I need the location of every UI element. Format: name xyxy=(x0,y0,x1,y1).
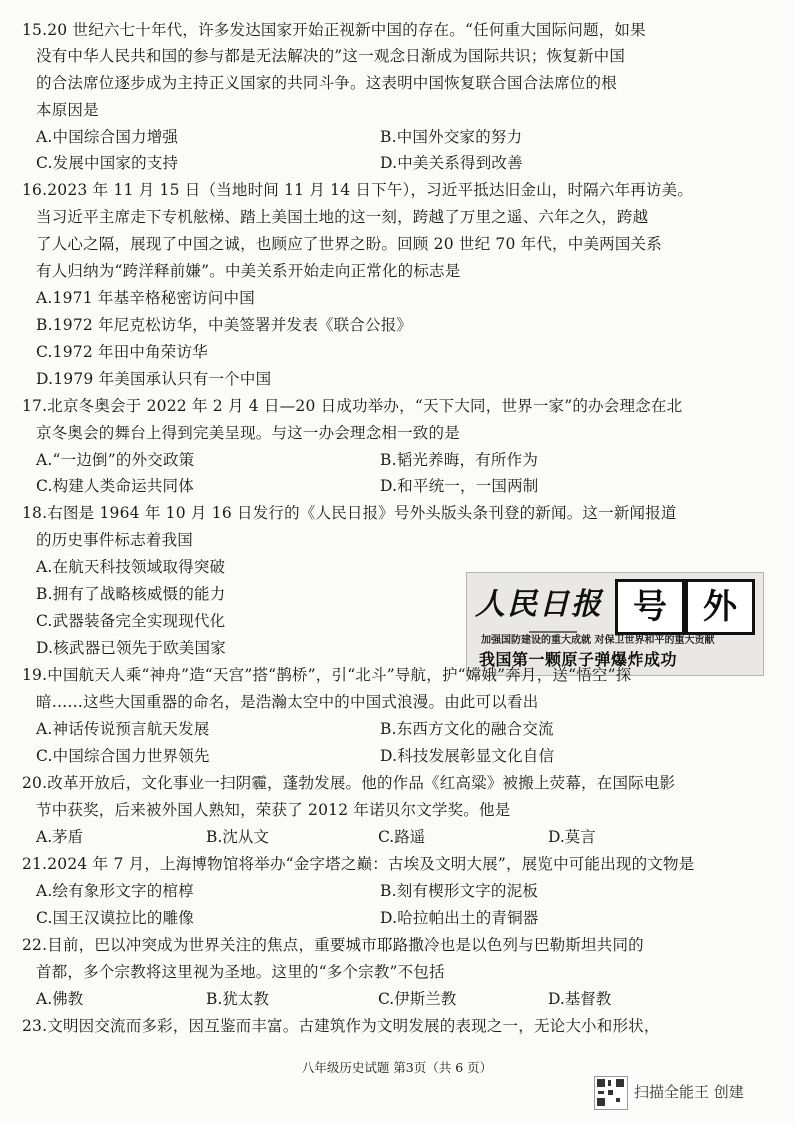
newspaper-date-rule xyxy=(529,631,577,633)
q20-line-2: 节中获奖，后来被外国人熟知，荣获了 2012 年诺贝尔文学奖。他是 xyxy=(36,801,511,819)
q15-option-c: C.发展中国家的支持 xyxy=(36,154,179,172)
q18-line-2: 的历史事件标志着我国 xyxy=(36,531,194,549)
q16-line-1: 16.2023 年 11 月 15 日（当地时间 11 月 14 日下午），习近平抵达旧金山，时隔六年再访美。 xyxy=(22,181,694,199)
q17-line-2: 京冬奥会的舞台上得到完美呈现。与这一办会理念相一致的是 xyxy=(36,424,460,442)
page-footer: 八年级历史试题 第3页（共 6 页） xyxy=(301,1060,493,1075)
q20-line-1: 20.改革开放后，文化事业一扫阴霾，蓬勃发展。他的作品《红高粱》被搬上荧幕，在国际电影 xyxy=(22,774,676,792)
q15-option-d: D.中美关系得到改善 xyxy=(380,154,523,172)
q22-option-d: D.基督教 xyxy=(548,990,612,1008)
q19-option-d: D.科技发展彰显文化自信 xyxy=(380,747,555,765)
q19-line-1: 19.中国航天人乘“神舟”造“天宫”搭“鹊桥”，引“北斗”导航，护“嫦娥”奔月，送“悟空”探 xyxy=(22,666,632,684)
q20-option-b: B.沈从文 xyxy=(206,828,269,846)
newspaper-image xyxy=(466,572,764,676)
q16-line-4: 有人归纳为“跨洋释前嫌”。中美关系开始走向正常化的标志是 xyxy=(36,262,461,280)
q15-option-b: B.中国外交家的努力 xyxy=(380,128,523,146)
q17-option-d: D.和平统一，一国两制 xyxy=(380,477,539,495)
q15-line-2: 没有中华人民共和国的参与都是无法解决的”这一观念日渐成为国际共识；恢复新中国 xyxy=(36,47,626,65)
q15-line-1: 15.20 世纪六七十年代，许多发达国家开始正视新中国的存在。“任何重大国际问题，如果 xyxy=(22,21,646,39)
q18-option-b: B.拥有了战略核威慑的能力 xyxy=(36,585,226,603)
q16-line-2: 当习近平主席走下专机舷梯、踏上美国土地的这一刻，跨越了万里之遥、六年之久，跨越 xyxy=(36,208,649,226)
q22-line-2: 首都，多个宗教将这里视为圣地。这里的“多个宗教”不包括 xyxy=(36,963,445,981)
q22-option-c: C.伊斯兰教 xyxy=(378,990,457,1008)
q23-line-1: 23.文明因交流而多彩，因互鉴而丰富。古建筑作为文明发展的表现之一，无论大小和形状， xyxy=(22,1017,660,1035)
q16-option-d: D.1979 年美国承认只有一个中国 xyxy=(36,370,272,388)
q19-option-b: B.东西方文化的融合交流 xyxy=(380,720,554,738)
newspaper-headline: 我国第一颗原子弹爆炸成功 xyxy=(479,650,678,669)
qr-code-icon xyxy=(594,1076,628,1110)
scanner-watermark: 扫描全能王 创建 xyxy=(634,1083,744,1101)
q20-option-a: A.茅盾 xyxy=(36,828,84,846)
q15-option-a: A.中国综合国力增强 xyxy=(36,128,179,146)
q22-option-b: B.犹太教 xyxy=(206,990,269,1008)
q18-option-d: D.核武器已领先于欧美国家 xyxy=(36,639,226,657)
q18-line-1: 18.右图是 1964 年 10 月 16 日发行的《人民日报》号外头版头条刊登的新闻。这一新闻报道 xyxy=(22,504,677,522)
newspaper-extra-box-right: 外 xyxy=(685,579,755,635)
q17-line-1: 17.北京冬奥会于 2022 年 2 月 4 日—20 日成功举办，“天下大同，世界一家”的办会理念在北 xyxy=(22,397,683,415)
q22-line-1: 22.目前，巴以冲突成为世界关注的焦点，重要城市耶路撒冷也是以色列与巴勒斯坦共同的 xyxy=(22,936,644,954)
q20-option-d: D.莫言 xyxy=(548,828,596,846)
q15-line-4: 本原因是 xyxy=(36,101,99,119)
q21-line-1: 21.2024 年 7 月，上海博物馆将举办“金字塔之巅：古埃及文明大展”，展览中可能出现的文物是 xyxy=(22,855,695,873)
q21-option-c: C.国王汉谟拉比的雕像 xyxy=(36,909,194,927)
q18-option-c: C.武器装备完全实现现代化 xyxy=(36,612,226,630)
q21-option-a: A.绘有象形文字的棺椁 xyxy=(36,882,194,900)
q21-option-b: B.刻有楔形文字的泥板 xyxy=(380,882,539,900)
q22-option-a: A.佛教 xyxy=(36,990,84,1008)
q19-option-c: C.中国综合国力世界领先 xyxy=(36,747,210,765)
q17-option-a: A.“一边倒”的外交政策 xyxy=(36,451,195,469)
q17-option-c: C.构建人类命运共同体 xyxy=(36,477,194,495)
q16-option-a: A.1971 年基辛格秘密访问中国 xyxy=(36,289,255,307)
q21-option-d: D.哈拉帕出土的青铜器 xyxy=(380,909,539,927)
q19-line-2: 暗……这些大国重器的命名，是浩瀚太空中的中国式浪漫。由此可以看出 xyxy=(36,693,539,711)
newspaper-extra-box-left: 号 xyxy=(615,579,685,635)
q17-option-b: B.韬光养晦，有所作为 xyxy=(380,451,539,469)
q15-line-3: 的合法席位逐步成为主持正义国家的共同斗争。这表明中国恢复联合国合法席位的根 xyxy=(36,74,617,92)
q18-option-a: A.在航天科技领域取得突破 xyxy=(36,558,226,576)
q19-option-a: A.神话传说预言航天发展 xyxy=(36,720,210,738)
q16-option-c: C.1972 年田中角荣访华 xyxy=(36,343,208,361)
q20-option-c: C.路遥 xyxy=(378,828,426,846)
newspaper-masthead: 人民日报 xyxy=(475,587,603,622)
newspaper-subheadline: 加强国防建设的重大成就 对保卫世界和平的重大贡献 xyxy=(481,635,715,646)
q16-line-3: 了人心之隔，展现了中国之诚，也顾应了世界之盼。回顾 20 世纪 70 年代，中美两国关系 xyxy=(36,235,662,253)
q16-option-b: B.1972 年尼克松访华，中美签署并发表《联合公报》 xyxy=(36,316,413,334)
